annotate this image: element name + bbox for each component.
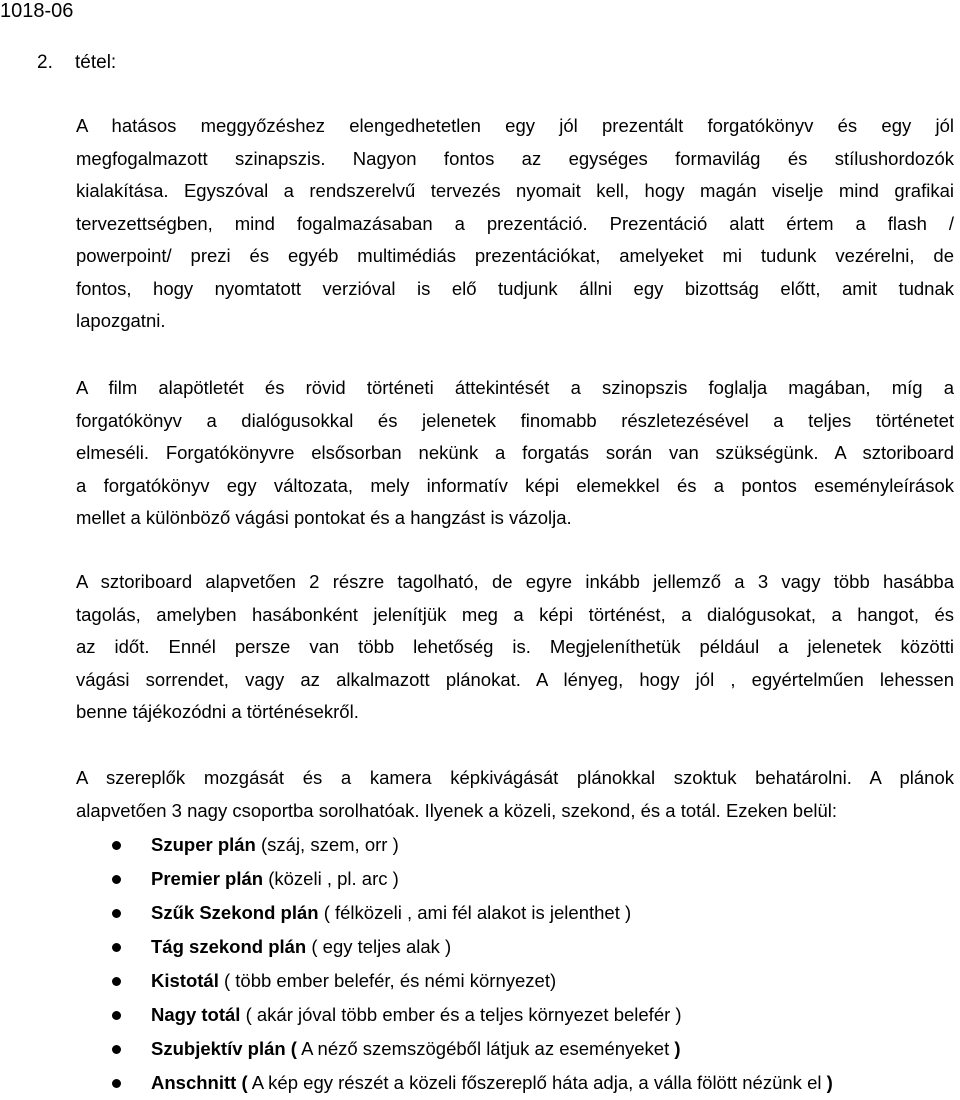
shot-description: A néző szemszögéből látjuk az eseményeket [296, 1038, 675, 1059]
bullet-icon [112, 909, 121, 918]
shot-term: Kistotál [151, 970, 219, 991]
list-item-text [151, 1066, 833, 1100]
list-item-text [151, 862, 399, 896]
shot-term: Szuper plán [151, 834, 256, 855]
paragraph-line: kialakítása. Egyszóval a rendszerelvű tervezés nyomait kell, hogy magán viselje mind grafikai [76, 180, 954, 201]
shot-description: ( több ember belefér, és némi környezet) [218, 970, 557, 991]
heading-number: 2. [37, 52, 53, 73]
paragraph-storyboard [76, 566, 954, 729]
paragraph-line: vágási sorrendet, vagy az alkalmazott plánokat. A lényeg, hogy jól , egyértelműen lehessen [76, 668, 954, 690]
paragraph-line: A szereplők mozgását és a kamera képkivágását plánokkal szoktuk behatárolni. A plánok [76, 767, 954, 788]
list-item-text [151, 896, 631, 930]
paragraph-line: tagolás, amelyben hasábonként jelenítjük meg a képi történést, a dialógusokat, a hangot, és [76, 603, 954, 625]
paragraph-line: A sztoriboard alapvetően 2 részre tagolható, de egyre inkább jellemző a 3 vagy több hasábba [76, 571, 954, 592]
paragraph-line: a forgatókönyv egy változata, mely informatív képi elemekkel és a pontos eseményleírások [76, 474, 954, 496]
shot-description: ( akár jóval több ember és a teljes környezet belefér ) [240, 1004, 682, 1025]
list-item-text [151, 998, 682, 1032]
list-item-text [151, 1032, 681, 1066]
heading-title: tétel: [75, 52, 117, 73]
list-item-text [151, 964, 556, 998]
paragraph-line: A film alapötletét és rövid történeti áttekintését a szinopszis foglalja magában, míg a [76, 377, 954, 398]
bullet-icon [112, 875, 121, 884]
list-item-text [151, 930, 451, 964]
shot-description: (közeli , pl. arc ) [263, 868, 399, 889]
document-code: 1018-06 [0, 0, 74, 22]
shot-term: Szubjektív plán ( [151, 1038, 297, 1059]
bullet-icon [112, 943, 121, 952]
paragraph-presentation [76, 110, 954, 338]
shot-description: ( egy teljes alak ) [306, 936, 452, 957]
paragraph-line: forgatókönyv a dialógusokkal és jelenetek finomabb részletezésével a teljes történetet [76, 409, 954, 431]
section-heading [37, 50, 116, 76]
paragraph-line: benne tájékozódni a történésekről. [76, 701, 359, 722]
paragraph-line: az időt. Ennél persze van több lehetőség is. Megjeleníthetük például a jelenetek közötti [76, 636, 954, 657]
paragraph-line: powerpoint/ prezi és egyéb multimédiás prezentációkat, amelyeket mi tudunk vezérelni, de [76, 245, 954, 266]
list-item-text [151, 828, 399, 862]
paragraph-line: mellet a különböző vágási pontokat és a hangzást is vázolja. [76, 507, 572, 528]
shot-description: ( félközeli , ami fél alakot is jelenthet ) [318, 902, 632, 923]
shot-term: Tág szekond plán [151, 936, 307, 957]
bullet-icon [112, 1011, 121, 1020]
bullet-icon [112, 1079, 121, 1088]
paragraph-synopsis [76, 372, 954, 535]
paragraph-line: A hatásos meggyőzéshez elengedhetetlen egy jól prezentált forgatókönyv és egy jól [76, 115, 954, 136]
paragraph-line: elmeséli. Forgatókönyvre elsősorban nekünk a forgatás során van szükségünk. A sztoriboard [76, 442, 954, 463]
paragraph-line: megfogalmazott szinapszis. Nagyon fontos az egységes formavilág és stílushordozók [76, 147, 954, 169]
shot-term: Nagy totál [151, 1004, 241, 1025]
shot-description: (száj, szem, orr ) [255, 834, 399, 855]
shot-tail: ) [674, 1038, 681, 1059]
shot-term: Anschnitt ( [151, 1072, 248, 1093]
paragraph-line: lapozgatni. [76, 310, 166, 331]
bullet-icon [112, 841, 121, 850]
paragraph-line: tervezettségben, mind fogalmazásaban a prezentáció. Prezentáció alatt értem a flash / [76, 212, 954, 234]
shot-term: Szűk Szekond plán [151, 902, 319, 923]
shot-description: A kép egy részét a közeli főszereplő háta adja, a válla fölött nézünk el [247, 1072, 827, 1093]
paragraph-line: fontos, hogy nyomtatott verzióval is elő tudjunk állni egy bizottság előtt, amit tudnak [76, 277, 954, 299]
shot-term: Premier plán [151, 868, 264, 889]
bullet-icon [112, 977, 121, 986]
paragraph-line: alapvetően 3 nagy csoportba sorolhatóak. Ilyenek a közeli, szekond, és a totál. Ezeken belül: [76, 799, 838, 821]
shot-tail: ) [826, 1072, 833, 1093]
bullet-icon [112, 1045, 121, 1054]
paragraph-shots-intro [76, 762, 954, 827]
